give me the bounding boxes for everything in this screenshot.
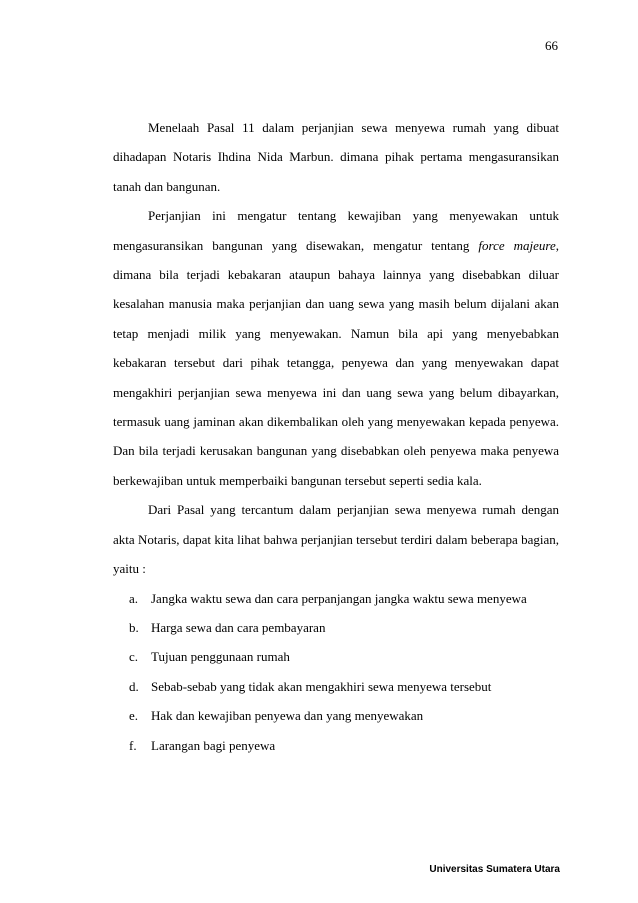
list-marker: f. bbox=[129, 737, 137, 753]
list-item bbox=[113, 642, 559, 671]
list-item bbox=[113, 672, 559, 701]
list-item-text: Harga sewa dan cara pembayaran bbox=[151, 619, 326, 635]
list-item-text: Jangka waktu sewa dan cara perpanjangan jangka waktu sewa menyewa bbox=[151, 590, 527, 606]
list-item bbox=[113, 701, 559, 730]
paragraph-2-text-a: Perjanjian ini mengatur tentang kewajiban yang menyewakan untuk mengasuransikan bangunan yang disewakan, mengatur tentang bbox=[113, 208, 559, 253]
body-text bbox=[113, 113, 559, 760]
list-item bbox=[113, 613, 559, 642]
paragraph-1: Menelaah Pasal 11 dalam perjanjian sewa menyewa rumah yang dibuat dihadapan Notaris Ihdina Nida Marbun. dimana pihak pertama mengasuransikan tanah dan bangunan. bbox=[113, 120, 559, 194]
list-marker: c. bbox=[129, 649, 139, 665]
list-item-text: Hak dan kewajiban penyewa dan yang menyewakan bbox=[151, 708, 424, 724]
list-marker: e. bbox=[129, 708, 139, 724]
footer-institution: Universitas Sumatera Utara bbox=[429, 864, 560, 875]
list-marker: d. bbox=[129, 678, 139, 694]
list-item bbox=[113, 584, 559, 613]
paragraph-3: Dari Pasal yang tercantum dalam perjanjian sewa menyewa rumah dengan akta Notaris, dapat kita lihat bahwa perjanjian tersebut terdiri dalam beberapa bagian, yaitu : bbox=[113, 502, 559, 577]
clause-list bbox=[113, 584, 559, 760]
list-item-text: Sebab-sebab yang tidak akan mengakhiri sewa menyewa tersebut bbox=[151, 678, 492, 694]
paragraph-2-italic-term: force majeure bbox=[478, 237, 556, 253]
list-item-text: Larangan bagi penyewa bbox=[151, 737, 276, 753]
paragraph-2 bbox=[113, 201, 559, 495]
list-item-text: Tujuan penggunaan rumah bbox=[151, 649, 290, 665]
list-marker: a. bbox=[129, 590, 139, 606]
paragraph-2-text-b: , dimana bila terjadi kebakaran ataupun bahaya lainnya yang disebabkan diluar kesalahan manusia maka perjanjian dan uang sewa yang masih belum dijalani akan tetap menjadi milik yang menyewakan. Namun bila api yang menyebabkan kebakaran tersebut dari pihak tetangga, penyewa dan yang menyewakan dapat mengakhiri perjanjian sewa menyewa ini dan uang sewa yang belum dibayarkan, termasuk uang jaminan akan dikembalikan oleh yang menyewakan kepada penyewa. Dan bila terjadi kerusakan bangunan yang disebabkan oleh penyewa maka penyewa berkewajiban untuk memperbaiki bangunan tersebut seperti sedia kala. bbox=[113, 237, 559, 488]
page-number: 66 bbox=[545, 38, 558, 53]
list-item bbox=[113, 731, 559, 760]
list-marker: b. bbox=[129, 619, 139, 635]
